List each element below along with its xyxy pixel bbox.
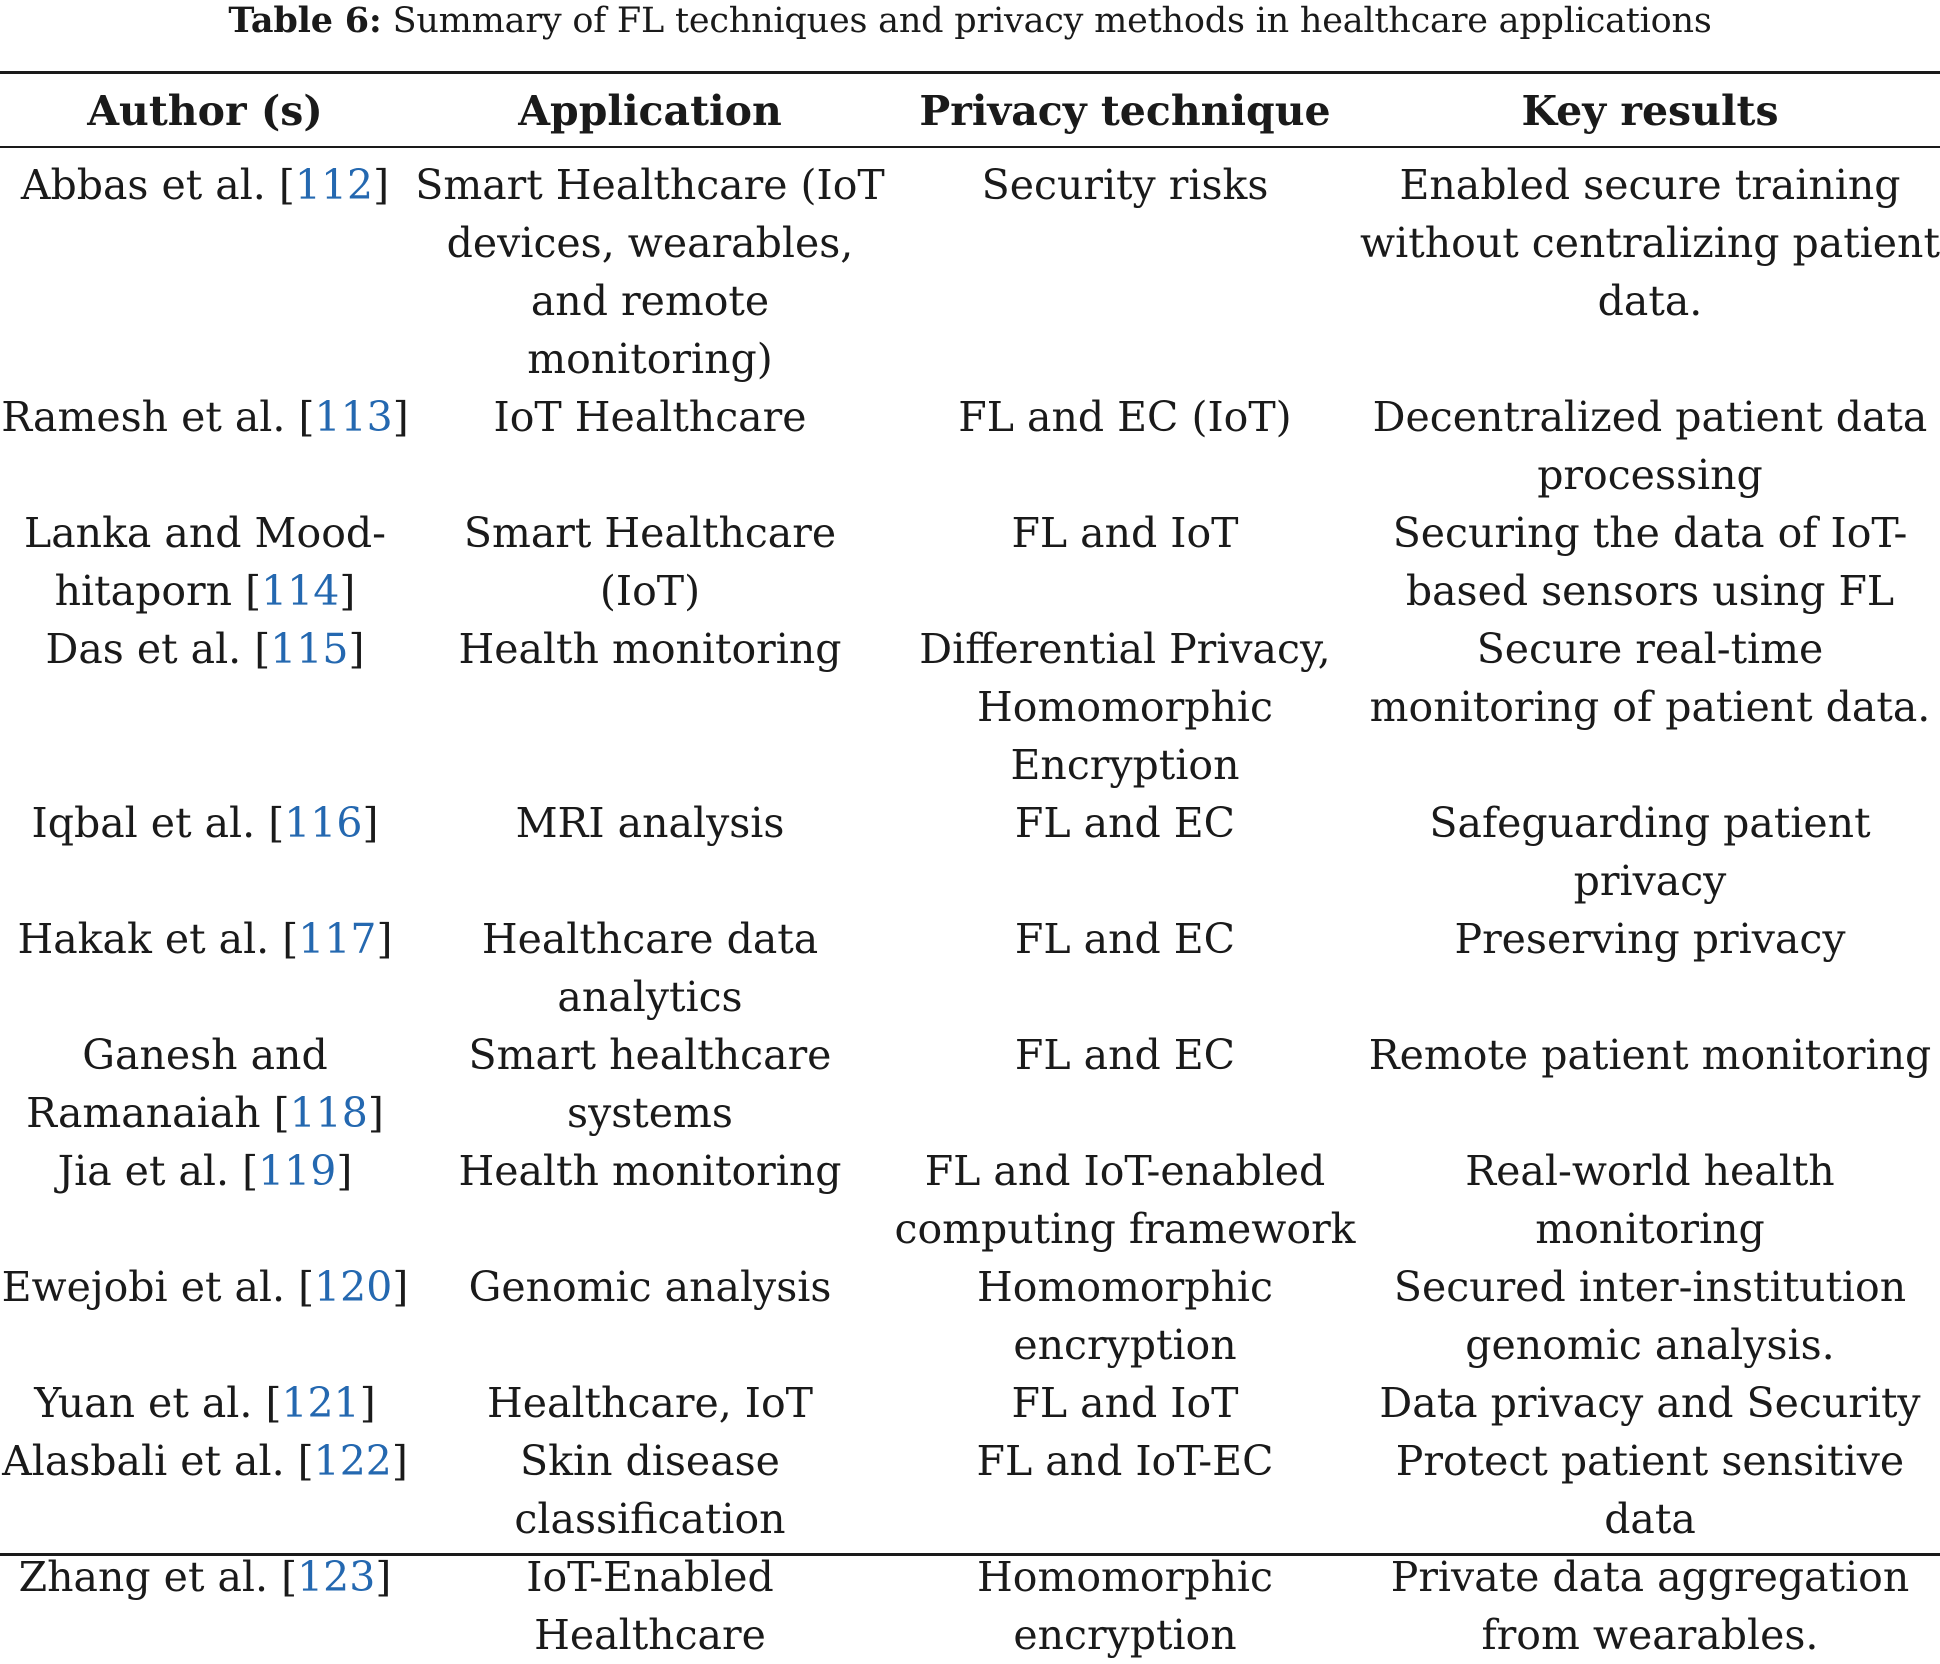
author-name: Lanka and Mood-hitaporn [24,509,386,615]
citation-link[interactable]: 113 [314,393,393,441]
citation-link[interactable]: 115 [270,625,349,673]
cell-author: Iqbal et al. [116] [31,799,379,847]
table-row [0,620,1940,794]
cell-author: Abbas et al. [112] [20,161,390,209]
cell-author: Yuan et al. [121] [34,1379,376,1427]
citation-link[interactable]: 112 [294,161,374,209]
cell-privacy-technique: Homomorphic encryption [977,1553,1273,1659]
table-row [0,504,1940,620]
cell-application: Healthcare data analytics [481,915,819,1021]
header-author: Author (s) [87,87,323,135]
cell-author: Lanka and Mood-hitaporn [114] [24,509,386,615]
cell-author: Alasbali et al. [122] [2,1437,408,1485]
citation-link[interactable]: 114 [261,567,340,615]
header-key-results: Key results [1521,87,1779,135]
cell-privacy-technique: FL and IoT [1011,509,1239,557]
cell-application: IoT Healthcare [493,393,807,441]
table-caption [0,0,1940,42]
author-name: Zhang et al. [18,1553,269,1601]
table-row [0,1548,1940,1664]
cell-key-results: Securing the data of IoT-based sensors using FL [1392,509,1908,615]
author-name: Abbas et al. [20,161,266,209]
citation-link[interactable]: 117 [298,915,377,963]
cell-privacy-technique: FL and IoT-enabled computing framework [894,1147,1356,1253]
table-row [0,910,1940,1026]
citation-link[interactable]: 116 [284,799,363,847]
citation-link[interactable]: 122 [313,1437,392,1485]
cell-application: Smart Healthcare (IoT devices, wearables, and remote monitoring) [415,161,885,383]
caption-text: Summary of FL techniques and privacy methods in healthcare applications [381,1,1712,41]
table-row [0,1142,1940,1258]
citation-link[interactable]: 120 [314,1263,393,1311]
cell-application: Genomic analysis [468,1263,832,1311]
cell-key-results: Protect patient sensitive data [1395,1437,1905,1543]
table-row [0,1026,1940,1142]
table-body [0,148,1940,1664]
cell-author: Ewejobi et al. [120] [1,1263,409,1311]
header-privacy-technique: Privacy technique [919,87,1331,135]
author-name: Das et al. [45,625,242,673]
cell-author: Das et al. [115] [45,625,365,673]
cell-privacy-technique: Security risks [981,161,1269,209]
table-row [0,148,1940,388]
cell-privacy-technique: FL and EC [1014,1031,1236,1079]
cell-privacy-technique: FL and IoT-EC [976,1437,1274,1485]
cell-application: IoT-Enabled Healthcare [526,1553,774,1659]
author-name: Yuan et al. [34,1379,253,1427]
caption-label: Table 6: [228,0,382,41]
cell-application: Health monitoring [458,625,842,673]
cell-author: Hakak et al. [117] [17,915,393,963]
cell-key-results: Safeguarding patient privacy [1429,799,1871,905]
cell-key-results: Decentralized patient data processing [1372,393,1928,499]
cell-privacy-technique: FL and EC [1014,915,1236,963]
citation-link[interactable]: 123 [297,1553,376,1601]
table-row [0,1374,1940,1432]
cell-key-results: Private data aggregation from wearables. [1390,1553,1910,1659]
cell-application: Healthcare, IoT [486,1379,814,1427]
cell-key-results: Data privacy and Security [1379,1379,1921,1427]
cell-key-results: Secured inter-institution genomic analysis. [1393,1263,1907,1369]
author-name: Iqbal et al. [31,799,256,847]
cell-application: Smart Healthcare (IoT) [463,509,837,615]
cell-author: Ganesh and Ramanaiah [118] [26,1031,384,1137]
cell-application: MRI analysis [515,799,785,847]
cell-privacy-technique: Differential Privacy, Homomorphic Encryption [919,625,1331,789]
citation-link[interactable]: 121 [281,1379,360,1427]
cell-key-results: Secure real-time monitoring of patient data. [1369,625,1931,731]
table-row [0,794,1940,910]
author-name: Hakak et al. [17,915,270,963]
author-name: Ganesh and Ramanaiah [26,1031,328,1137]
table-row [0,1258,1940,1374]
author-name: Ramesh et al. [1,393,286,441]
header-row [0,74,1940,148]
citation-link[interactable]: 118 [289,1089,368,1137]
header-application: Application [518,87,782,135]
summary-table [0,74,1940,1664]
author-name: Jia et al. [57,1147,230,1195]
cell-key-results: Enabled secure training without centralizing patient data. [1360,161,1940,325]
table-row [0,388,1940,504]
table-row [0,1432,1940,1548]
cell-author: Ramesh et al. [113] [1,393,409,441]
cell-application: Smart healthcare systems [468,1031,832,1137]
author-name: Alasbali et al. [2,1437,285,1485]
cell-privacy-technique: FL and EC [1014,799,1236,847]
cell-key-results: Remote patient monitoring [1368,1031,1932,1079]
cell-author: Zhang et al. [123] [18,1553,392,1601]
cell-application: Health monitoring [458,1147,842,1195]
citation-link[interactable]: 119 [258,1147,337,1195]
cell-author: Jia et al. [119] [57,1147,353,1195]
cell-privacy-technique: FL and EC (IoT) [958,393,1292,441]
cell-privacy-technique: Homomorphic encryption [977,1263,1273,1369]
cell-key-results: Real-world health monitoring [1465,1147,1835,1253]
cell-key-results: Preserving privacy [1454,915,1846,963]
cell-application: Skin disease classification [514,1437,786,1543]
cell-privacy-technique: FL and IoT [1011,1379,1239,1427]
author-name: Ewejobi et al. [1,1263,286,1311]
